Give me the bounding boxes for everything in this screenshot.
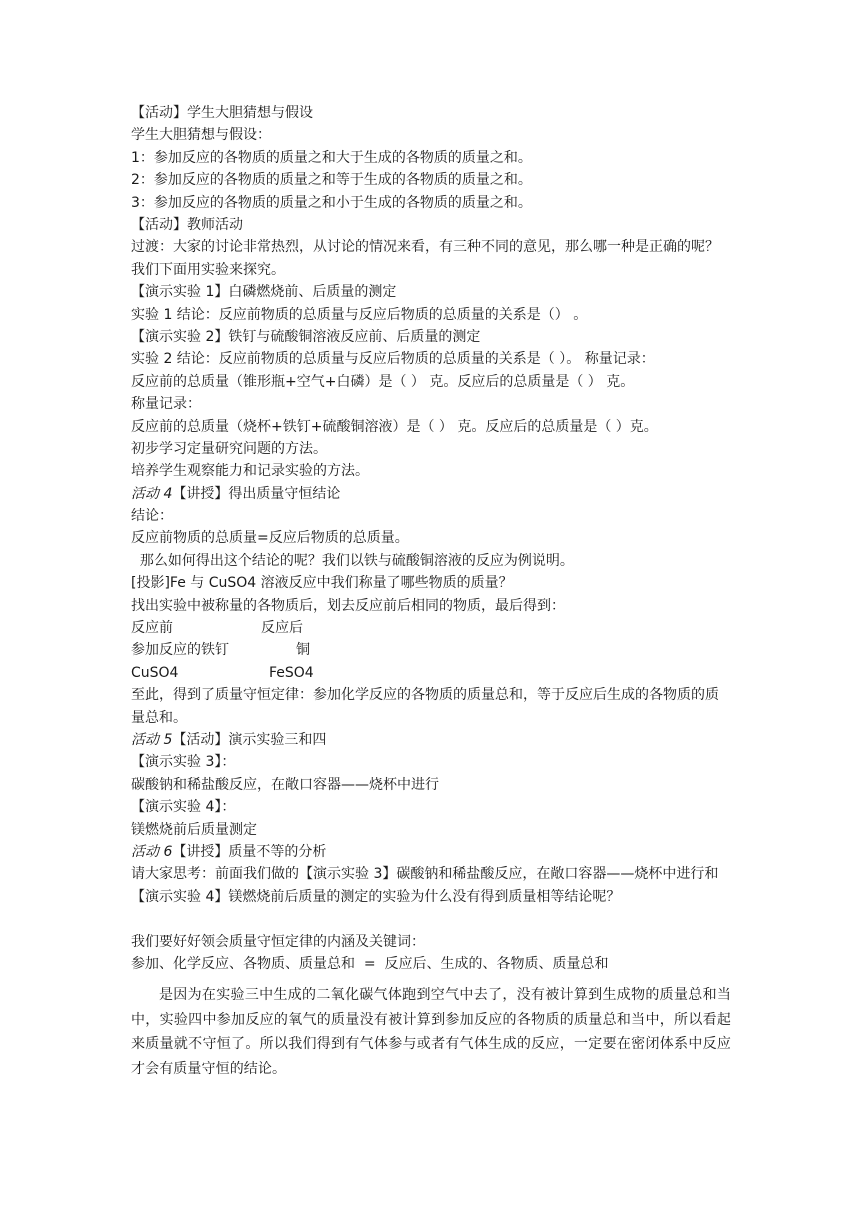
thinking-question: 请大家思考：前面我们做的【演示实验 3】碳酸钠和稀盐酸反应，在敞口容器——烧杯中进行和【演示实验 4】镁燃烧前后质量的测定的实验为什么没有得到质量相等结论呢？ — [131, 866, 719, 905]
activity-6-label: 活动 6 — [131, 843, 173, 860]
table-row-1 — [131, 639, 731, 661]
activity-5-title: 【活动】演示实验三和四 — [172, 732, 327, 748]
activity-4-title: 【讲授】得出质量守恒结论 — [172, 485, 341, 502]
law-statement: 至此，得到了质量守恒定律：参加化学反应的各物质的质量总和，等于反应后生成的各物质的质量总和。 — [131, 687, 719, 726]
guess-item-1: 1：参加反应的各物质的质量之和大于生成的各物质的质量之和。 — [131, 149, 532, 166]
table-header-row — [131, 617, 731, 639]
experiment-4-description: 镁燃烧前后质量测定 — [131, 821, 257, 838]
learning-goal-2: 培养学生观察能力和记录实验的方法。 — [131, 463, 369, 480]
conclusion-text: 反应前物质的总质量=反应后物质的总质量。 — [131, 530, 409, 547]
learning-goal-1: 初步学习定量研究问题的方法。 — [131, 440, 327, 457]
procedure-text: 找出实验中被称量的各物质后，划去反应前后相同的物质，最后得到： — [131, 597, 565, 614]
guess-item-3: 3：参加反应的各物质的质量之和小于生成的各物质的质量之和。 — [131, 194, 532, 211]
weighing-record-label: 称量记录： — [131, 396, 201, 413]
weighing-record-2: 反应前的总质量（烧杯+铁钉+硫酸铜溶液）是（ ） 克。反应后的总质量是（ ）克。 — [131, 418, 658, 435]
projection-question: [投影]Fe 与 CuSO4 溶液反应中我们称量了哪些物质的质量？ — [131, 575, 513, 592]
experiment-1-conclusion: 实验 1 结论：反应前物质的总质量与反应后物质的总质量的关系是（） 。 — [131, 306, 588, 323]
keywords-intro: 我们要好好领会质量守恒定律的内涵及关键词： — [131, 933, 425, 950]
demo-experiment-3-heading: 【演示实验 3】： — [131, 754, 236, 771]
document-body — [131, 102, 731, 1081]
activity-4-heading — [131, 483, 731, 505]
explanation-intro: 那么如何得出这个结论的呢？我们以铁与硫酸铜溶液的反应为例说明。 — [131, 552, 574, 569]
blank-spacer — [131, 908, 731, 930]
activity-5-label: 活动 5 — [131, 732, 173, 748]
table-row-2 — [131, 662, 731, 684]
explanation-paragraph: 是因为在实验三中生成的二氧化碳气体跑到空气中去了，没有被计算到生成物的质量总和当中，实验四中参加反应的氧气的质量没有被计算到参加反应的各物质的质量总和当中，所以看起来质量就不守恒了。所以我们得到有气体参与或者有气体生成的反应，一定要在密闭体系中反应才会有质量守恒的结论。 — [131, 987, 731, 1077]
guess-intro: 学生大胆猜想与假设： — [131, 127, 271, 144]
activity-5-heading — [131, 729, 731, 751]
transition-text: 过渡：大家的讨论非常热烈，从讨论的情况来看，有三种不同的意见，那么哪一种是正确的呢？我们下面用实验来探究。 — [131, 239, 719, 278]
activity-heading-teacher: 【活动】教师活动 — [131, 216, 243, 233]
before-reaction-label: 反应前 — [131, 620, 173, 637]
keywords-equation: 参加、化学反应、各物质、质量总和 = 反应后、生成的、各物质、质量总和 — [131, 955, 609, 972]
activity-6-heading — [131, 841, 731, 863]
activity-heading-guess: 【活动】学生大胆猜想与假设 — [131, 105, 313, 121]
demo-experiment-2-heading: 【演示实验 2】铁钉与硫酸铜溶液反应前、后质量的测定 — [131, 328, 481, 345]
product-copper: 铜 — [296, 642, 310, 659]
guess-item-2: 2：参加反应的各物质的质量之和等于生成的各物质的质量之和。 — [131, 172, 532, 189]
conclusion-label: 结论： — [131, 508, 173, 525]
weighing-record-1: 反应前的总质量（锥形瓶+空气+白磷）是（ ） 克。反应后的总质量是（ ） 克。 — [131, 373, 635, 390]
reactant-iron-nail: 参加反应的铁钉 — [131, 642, 229, 659]
activity-4-label: 活动 4 — [131, 485, 173, 502]
demo-experiment-1-heading: 【演示实验 1】白磷燃烧前、后质量的测定 — [131, 284, 397, 301]
after-reaction-label: 反应后 — [261, 620, 303, 637]
experiment-2-conclusion: 实验 2 结论：反应前物质的总质量与反应后物质的总质量的关系是（ ）。 称量记录： — [131, 351, 655, 368]
experiment-3-description: 碳酸钠和稀盐酸反应，在敞口容器——烧杯中进行 — [131, 776, 439, 793]
activity-6-title: 【讲授】质量不等的分析 — [172, 843, 327, 860]
product-feso4: FeSO4 — [269, 664, 314, 681]
reactant-cuso4: CuSO4 — [131, 664, 179, 681]
demo-experiment-4-heading: 【演示实验 4】： — [131, 799, 236, 816]
